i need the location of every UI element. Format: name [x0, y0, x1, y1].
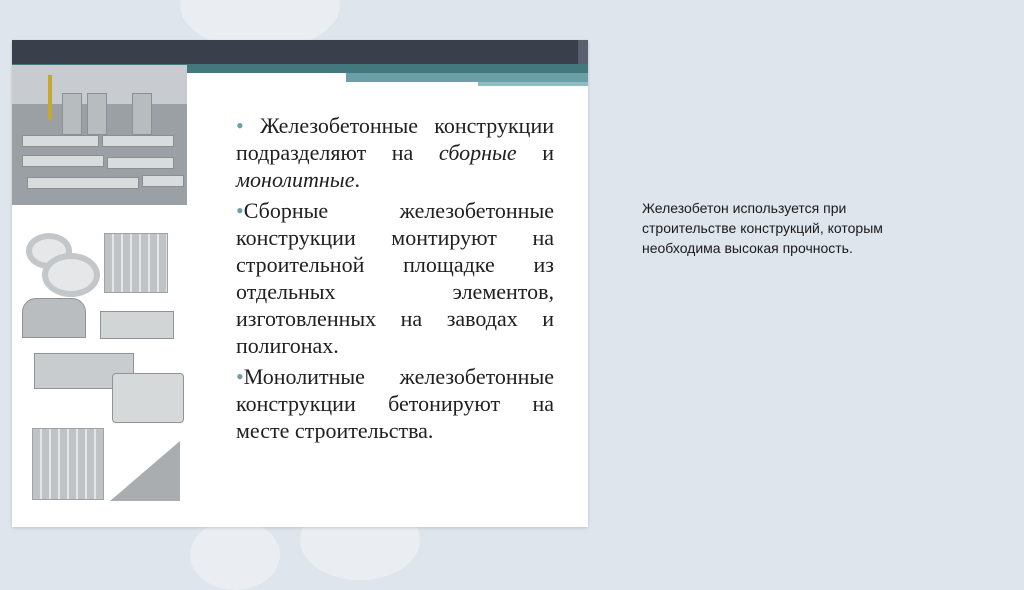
background-decoration	[190, 520, 280, 590]
tower-shape	[87, 93, 107, 135]
paragraph-text: Железобетонные конструкции подразделяют на	[236, 113, 554, 165]
tower-shape	[132, 93, 152, 135]
bullet-marker: •	[236, 113, 244, 138]
paragraph-end: .	[354, 167, 360, 192]
bullet-paragraph	[236, 363, 554, 444]
slab-shape	[142, 175, 184, 187]
slide-accent-step	[346, 73, 588, 82]
precast-concrete-products-collage[interactable]	[12, 223, 187, 523]
bullet-marker: •	[236, 198, 244, 223]
emphasis-prefab: сборные	[438, 140, 517, 165]
bullet-paragraph	[236, 112, 554, 193]
slide-header-bar	[12, 40, 588, 64]
slab-shape	[22, 155, 104, 167]
image-column	[12, 65, 187, 527]
construction-site-photo[interactable]	[12, 65, 187, 205]
wall-panel-shape	[32, 428, 104, 500]
slide-canvas[interactable]	[12, 40, 588, 527]
crane-shape	[48, 75, 52, 120]
speaker-notes-text: Железобетон используется при строительстве конструкций, которым необходима высокая прочность.	[642, 200, 883, 256]
paragraph-text: Монолитные железобетонные конструкции бетонируют на месте строительства.	[236, 364, 554, 443]
concrete-piles-shape	[112, 373, 184, 423]
bullet-marker: •	[236, 364, 244, 389]
slab-shape	[102, 135, 174, 147]
paragraph-joiner: и	[516, 140, 554, 165]
concrete-panel-shape	[104, 233, 168, 293]
concrete-arch-shape	[22, 298, 86, 338]
emphasis-monolithic: монолитные	[236, 167, 355, 192]
paragraph-text: Сборные железобетонные конструкции монтируют на строительной площадке из отдельных элементов, изготовленных на заводах и полигонах.	[236, 198, 554, 358]
slab-shape	[107, 157, 174, 169]
slide-text-body[interactable]	[236, 112, 554, 448]
tower-shape	[62, 93, 82, 135]
concrete-slab-shape	[100, 311, 174, 339]
slab-shape	[27, 177, 139, 189]
bullet-paragraph	[236, 197, 554, 359]
concrete-ring-shape	[42, 253, 100, 297]
slide-accent-step-small	[478, 82, 588, 86]
slab-shape	[22, 135, 99, 147]
concrete-stairs-shape	[110, 441, 180, 501]
